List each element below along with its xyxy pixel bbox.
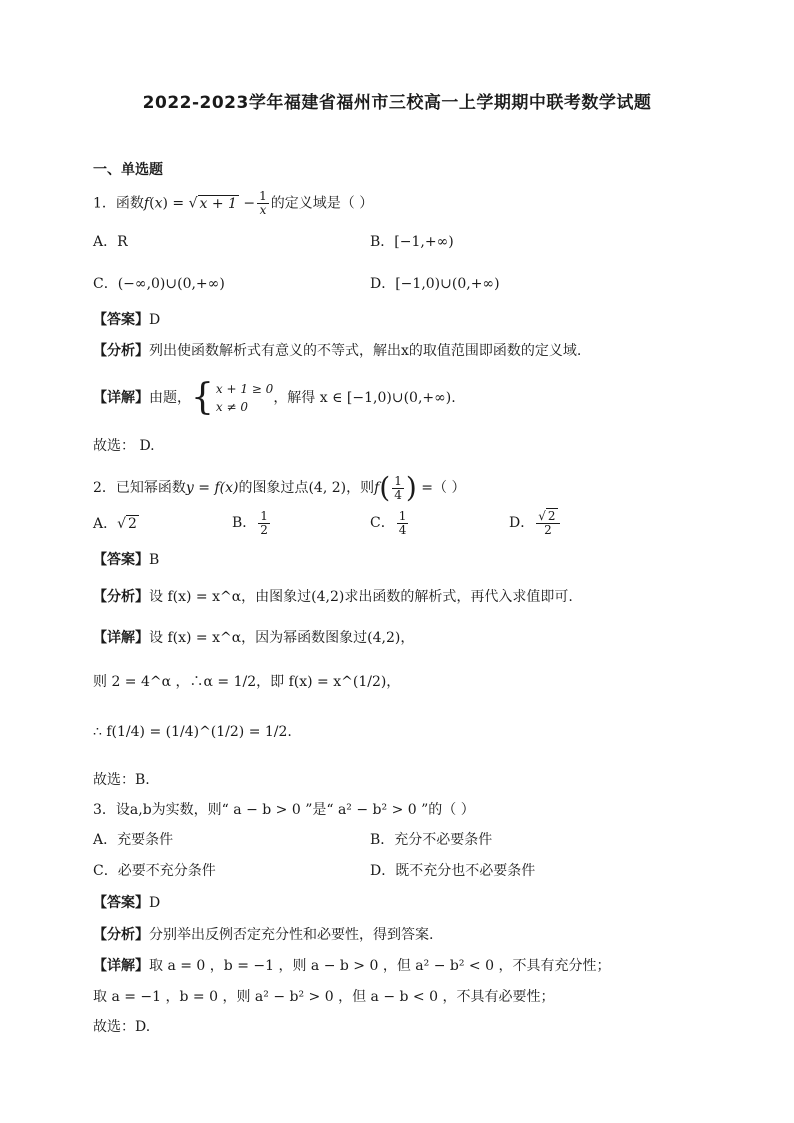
detail-tag: 【详解】 [93, 958, 149, 974]
math-paren: ( [379, 471, 391, 504]
question-2-number: 2．已知幂函数 [93, 480, 186, 496]
system-row-2: x ≠ 0 [215, 400, 248, 414]
question-1: 1．函数f(x) = √ x + 1 − $\frac{1}{x}$ 的定义域是（ ） [93, 189, 374, 217]
section-heading: 一、单选题 [93, 162, 163, 178]
answer-value: B [149, 552, 160, 568]
sqrt-body: x + 1 [199, 195, 237, 212]
q2-detail-2: 则 2 = 4^α ，∴α = 1/2，即 f(x) = x^(1/2)， [93, 674, 401, 690]
q3-option-b: B．充分不必要条件 [370, 832, 493, 848]
q2-choose: 故选：B. [93, 772, 150, 788]
fraction-one-quarter: $\frac{1}{4}$ [394, 473, 402, 502]
sqrt-symbol: √ [188, 195, 198, 212]
answer-value: D [149, 895, 161, 911]
q2-answer [93, 550, 159, 570]
math-paren: ( [149, 195, 155, 212]
q1-option-d: D．[−1,0)∪(0,+∞) [370, 276, 500, 292]
page-title: 2022-2023学年福建省福州市三校高一上学期期中联考数学试题 [142, 93, 652, 113]
analysis-tag: 【分析】 [93, 927, 149, 943]
system-row-1: x + 1 ≥ 0 [215, 382, 274, 396]
q2-analysis [93, 587, 573, 607]
analysis-tag: 【分析】 [93, 589, 149, 605]
question-2-function: y = f(x) [185, 480, 239, 496]
analysis-text: 分别举出反例否定充分性和必要性，得到答案. [149, 927, 434, 943]
detail-pre: 由题， [149, 390, 191, 406]
option-label: D． [509, 515, 535, 531]
answer-tag: 【答案】 [93, 312, 149, 328]
q2-option-d [509, 508, 562, 538]
q3-detail-1 [93, 956, 610, 976]
detail-tag: 【详解】 [93, 630, 149, 646]
q1-option-a: A．R [93, 234, 128, 250]
fraction-one-over-x: $\frac{1}{x}$ [259, 189, 267, 217]
q1-answer [93, 310, 160, 330]
q1-detail [93, 377, 456, 418]
option-label: A． [93, 516, 118, 532]
q3-answer [93, 893, 160, 913]
question-3: 3．设a,b为实数，则“ a − b > 0 ”是“ a² − b² > 0 ”的（ ） [93, 802, 475, 818]
fraction-one-half: $\frac{1}{2}$ [260, 508, 268, 537]
question-2-mid: 的图象过点 [238, 480, 309, 496]
q1-option-b: B．[−1,+∞) [370, 234, 454, 250]
math-paren: ) [162, 195, 168, 212]
question-1-tail: 的定义域是（ ） [270, 195, 374, 212]
q2-option-a [93, 512, 139, 536]
question-2-tail: （ ） [433, 480, 466, 496]
detail-text: 设 f(x) = x^α，因为幂函数图象过(4,2)， [149, 630, 415, 646]
q2-option-b [232, 508, 272, 538]
fraction-one-quarter: $\frac{1}{4}$ [398, 508, 407, 537]
answer-tag: 【答案】 [93, 552, 149, 568]
answer-tag: 【答案】 [93, 895, 149, 911]
question-2-ask-f: f [374, 480, 380, 496]
q1-choose: 故选： D. [93, 438, 155, 454]
q1-option-c: C．(−∞,0)∪(0,+∞) [93, 276, 225, 292]
detail-post: ，解得 x ∈ [−1,0)∪(0,+∞). [273, 390, 456, 406]
question-1-function: f [143, 195, 150, 212]
math-paren: ) [405, 471, 417, 504]
q1-analysis [93, 341, 581, 361]
inequality-system [216, 380, 273, 416]
brace-symbol: { [191, 377, 214, 418]
option-label: C． [370, 515, 395, 531]
detail-tag: 【详解】 [93, 390, 149, 406]
q3-analysis [93, 925, 433, 945]
question-2: 2．已知幂函数y = f(x)的图象过点(4, 2)，则f( $\frac{1}{4}$ ) =（ ） [93, 471, 466, 504]
detail-text: 取 a = 0 ，b = −1 ，则 a − b > 0 ，但 a² − b² < 0 ，不具有充分性； [149, 958, 611, 974]
q2-detail-1 [93, 628, 414, 648]
question-1-number: 1．函数 [93, 195, 144, 212]
q3-option-a: A．充要条件 [93, 832, 174, 848]
analysis-text: 设 f(x) = x^α，由图象过(4,2)求出函数的解析式，再代入求值即可. [149, 589, 573, 605]
option-value: √ 2 [117, 516, 137, 532]
q3-option-d: D．既不充分也不必要条件 [370, 863, 536, 879]
q2-detail-3: ∴ f(1/4) = (1/4)^(1/2) = 1/2. [93, 724, 292, 740]
option-label: B． [232, 515, 257, 531]
math-var: x [154, 195, 163, 212]
answer-value: D [149, 312, 161, 328]
analysis-tag: 【分析】 [93, 343, 149, 359]
q3-choose: 故选：D. [93, 1019, 151, 1035]
q2-option-c [370, 508, 410, 538]
fraction-root2-over-2: $\frac{√ 2}{2}$ [536, 510, 559, 537]
question-2-point: (4, 2) [308, 480, 347, 496]
q3-detail-2: 取 a = −1 ，b = 0 ，则 a² − b² > 0 ，但 a − b < 0 ，不具有必要性； [93, 989, 555, 1005]
q3-option-c: C．必要不充分条件 [93, 863, 216, 879]
question-2-mid2: ，则 [346, 480, 375, 496]
analysis-text: 列出使函数解析式有意义的不等式，解出x的取值范围即函数的定义域. [149, 343, 582, 359]
